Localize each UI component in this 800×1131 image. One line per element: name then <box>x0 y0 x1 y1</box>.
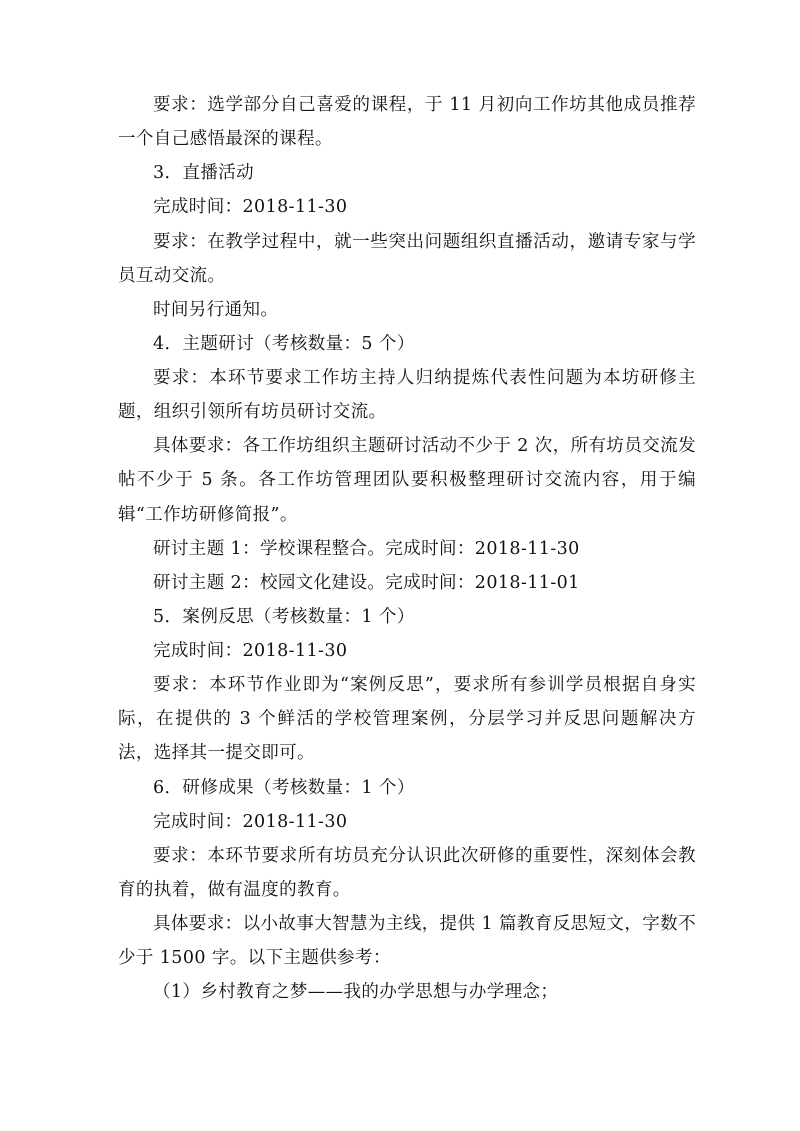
paragraph-discussion-topic-2: 研讨主题 2：校园文化建设。完成时间：2018-11-01 <box>153 572 580 593</box>
paragraph-requirement-4: 要求：本环节要求工作坊主持人归纳提炼代表性问题为本坊研修主题，组织引领所有坊员研讨交流。 <box>118 368 696 423</box>
heading-item-3-live-activity: 3．直播活动 <box>153 163 255 184</box>
paragraph-discussion-topic-1: 研讨主题 1：学校课程整合。完成时间：2018-11-30 <box>153 538 580 559</box>
paragraph-completion-date-3: 完成时间：2018-11-30 <box>153 197 348 218</box>
heading-item-5-case-reflection: 5．案例反思（考核数量：1 个） <box>153 606 415 627</box>
paragraph-requirement-course-selection: 要求：选学部分自己喜爱的课程，于 11 月初向工作坊其他成员推荐一个自己感悟最深的课程。 <box>118 95 696 150</box>
paragraph-requirement-5: 要求：本环节作业即为“案例反思”，要求所有参训学员根据自身实际，在提供的 3 个鲜活的学校管理案例，分层学习并反思问题解决方法，选择其一提交即可。 <box>118 675 696 764</box>
heading-item-6-research-outcome: 6．研修成果（考核数量：1 个） <box>153 777 415 798</box>
document-body <box>118 88 696 1009</box>
paragraph-completion-date-5: 完成时间：2018-11-30 <box>153 641 348 661</box>
paragraph-requirement-3: 要求：在教学过程中，就一些突出问题组织直播活动，邀请专家与学员互动交流。 <box>118 231 696 286</box>
paragraph-specific-requirement-6: 具体要求：以小故事大智慧为主线，提供 1 篇教育反思短文，字数不少于 1500 字。以下主题供参考： <box>118 914 696 969</box>
paragraph-time-notice: 时间另行通知。 <box>153 299 279 320</box>
paragraph-specific-requirement-4: 具体要求：各工作坊组织主题研讨活动不少于 2 次，所有坊员交流发帖不少于 5 条。各工作坊管理团队要积极整理研讨交流内容，用于编辑“工作坊研修简报”。 <box>118 436 696 525</box>
paragraph-topic-reference-1: （1）乡村教育之梦——我的办学思想与办学理念； <box>153 982 559 1003</box>
paragraph-completion-date-6: 完成时间：2018-11-30 <box>153 811 348 832</box>
paragraph-requirement-6: 要求：本环节要求所有坊员充分认识此次研修的重要性，深刻体会教育的执着，做有温度的教育。 <box>118 845 696 900</box>
heading-item-4-theme-discussion: 4．主题研讨（考核数量：5 个） <box>153 333 415 354</box>
